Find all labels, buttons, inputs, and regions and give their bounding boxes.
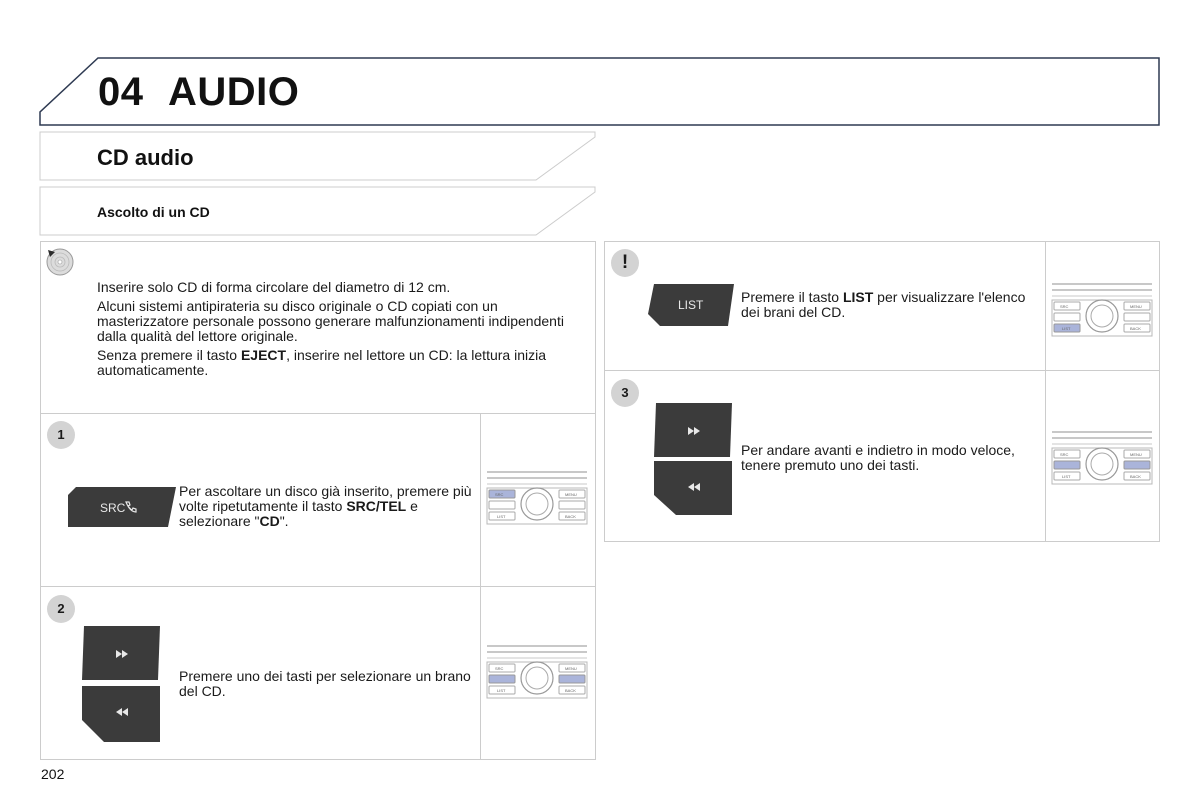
warning-exclamation-icon: ! xyxy=(621,252,629,273)
panel-back-label: BACK xyxy=(565,514,576,519)
cd-icon xyxy=(45,247,75,277)
info-p3-bold: EJECT xyxy=(240,347,287,363)
panel-menu-label: MENU xyxy=(565,666,577,671)
step-1-text-bold2: CD xyxy=(259,513,280,529)
page-number: 202 xyxy=(41,766,65,782)
chapter-title: AUDIO xyxy=(168,70,300,114)
list-button[interactable] xyxy=(648,284,734,326)
info-text xyxy=(97,280,582,378)
list-button-label: LIST xyxy=(678,298,704,312)
panel-list-label: LIST xyxy=(1062,326,1071,331)
panel-list-label: LIST xyxy=(1062,474,1071,479)
step-3-text: Per andare avanti e indietro in modo veloce, tenere premuto uno dei tasti. xyxy=(741,442,1015,473)
step-3-number: 3 xyxy=(621,385,629,400)
info-p3-before: Senza premere il tasto xyxy=(97,347,241,363)
info-paragraph-3 xyxy=(97,348,582,378)
src-button-label: SRC xyxy=(100,501,126,515)
subsection-title: Ascolto di un CD xyxy=(97,204,210,220)
info-paragraph-2: Alcuni sistemi antipirateria su disco originale o CD copiati con un masterizzatore personale possono generare malfunzionamenti indipendenti dalla qualità del lettore originale. xyxy=(97,298,564,344)
step-1-number: 1 xyxy=(57,427,65,442)
panel-src-label: SRC xyxy=(1060,304,1069,309)
warning-text xyxy=(741,290,1036,320)
warning-text-bold: LIST xyxy=(842,289,874,305)
step-1-text-bold1: SRC/TEL xyxy=(346,498,407,514)
step-2-number: 2 xyxy=(57,601,65,616)
step-1-text-before: Per ascoltare un disco già inserito, premere più volte ripetutamente il tasto xyxy=(179,483,472,514)
step-2-badge xyxy=(46,594,76,624)
panel-list-label: LIST xyxy=(497,688,506,693)
panel-src-label: SRC xyxy=(495,492,504,497)
section-title: CD audio xyxy=(97,145,194,170)
info-p3-after: , inserire nel lettore un CD: la lettura inizia automaticamente. xyxy=(97,347,546,378)
control-panel-step-3 xyxy=(1048,426,1156,488)
step-3-badge xyxy=(610,378,640,408)
step-1-text-middle: e selezionare " xyxy=(179,498,418,529)
info-paragraph-1: Inserire solo CD di forma circolare del diametro di 12 cm. xyxy=(97,279,451,295)
warning-text-before: Premere il tasto xyxy=(741,289,843,305)
warning-badge xyxy=(610,248,640,278)
panel-menu-label: MENU xyxy=(1130,452,1142,457)
warning-text-after: per visualizzare l'elenco dei brani del CD. xyxy=(741,289,1026,320)
seek-buttons-step-2 xyxy=(82,626,162,742)
step-1-text xyxy=(179,484,474,529)
panel-menu-label: MENU xyxy=(565,492,577,497)
panel-src-label: SRC xyxy=(1060,452,1069,457)
panel-list-label: LIST xyxy=(497,514,506,519)
panel-back-label: BACK xyxy=(1130,474,1141,479)
src-button[interactable] xyxy=(68,487,176,527)
panel-back-label: BACK xyxy=(1130,326,1141,331)
control-panel-list xyxy=(1048,278,1156,340)
forward-button xyxy=(654,403,732,457)
step-1-text-after: ". xyxy=(279,513,289,529)
step-1-badge xyxy=(46,420,76,450)
control-panel-step-1 xyxy=(483,466,591,528)
step-2-text: Premere uno dei tasti per selezionare un brano del CD. xyxy=(179,668,471,699)
panel-src-label: SRC xyxy=(495,666,504,671)
chapter-number: 04 xyxy=(98,70,144,114)
panel-back-label: BACK xyxy=(565,688,576,693)
panel-menu-label: MENU xyxy=(1130,304,1142,309)
seek-buttons-step-3 xyxy=(654,403,734,515)
phone-icon xyxy=(124,500,138,514)
forward-button xyxy=(82,626,160,680)
control-panel-step-2 xyxy=(483,640,591,702)
